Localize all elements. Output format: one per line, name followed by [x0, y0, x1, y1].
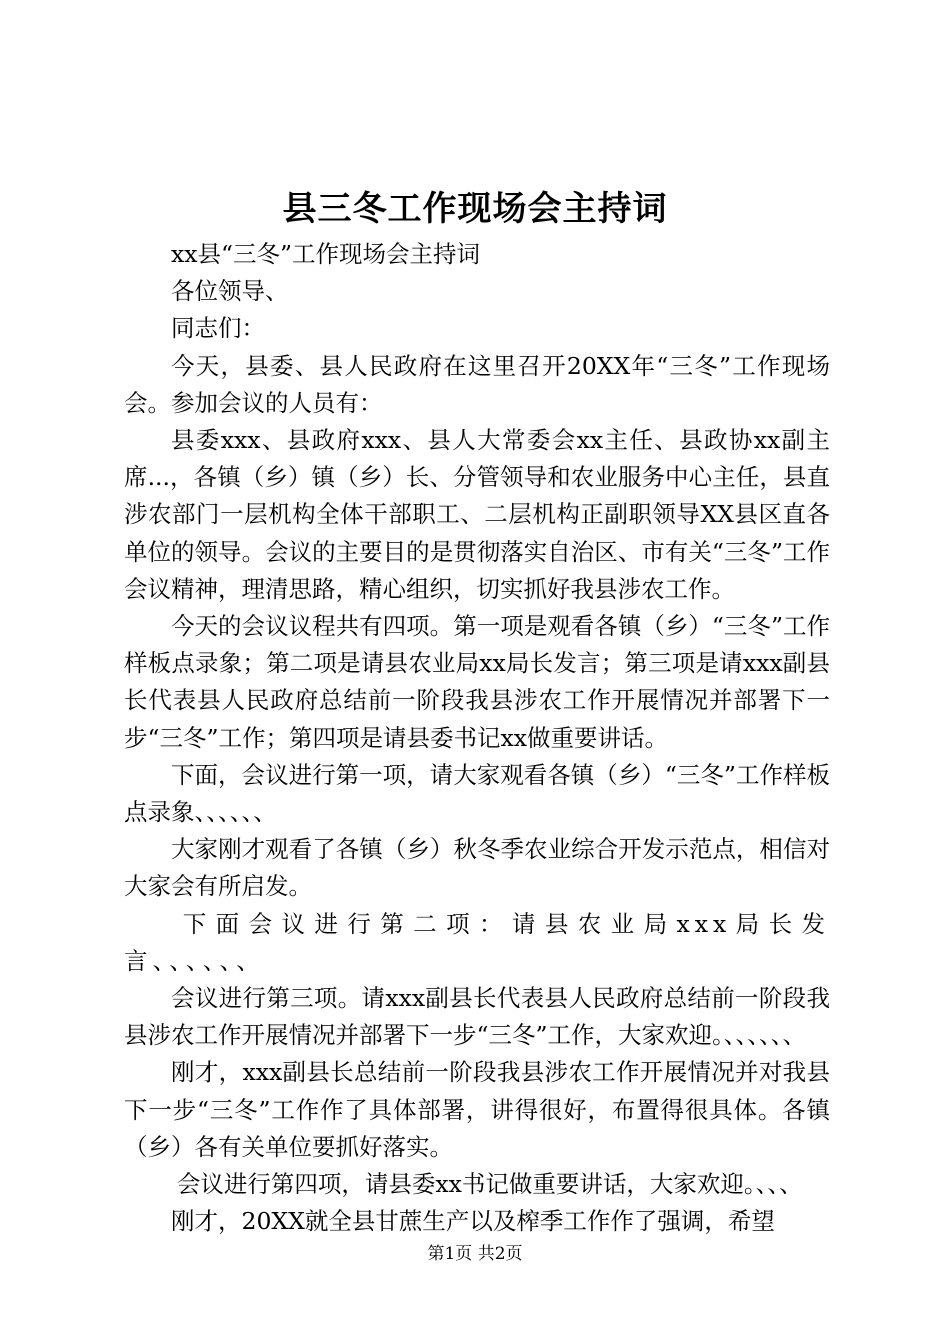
paragraph-salutation-comrades: 同志们：: [171, 314, 265, 343]
paragraph-salutation-leaders: 各位领导、: [171, 277, 289, 306]
paragraph-opening: 今天，县委、县人民政府在这里召开20XX年“三冬”工作现场会。参加会议的人员有：: [124, 351, 830, 417]
paragraph-item-four: 会议进行第四项，请县委xx书记做重要讲话，大家欢迎。、、、: [176, 1170, 803, 1199]
document-body: [124, 236, 830, 1240]
paragraph-agenda: 今天的会议议程共有四项。第一项是观看各镇（乡）“三冬”工作样板点录象；第二项是请县农业局xx局长发言；第三项是请xxx副县长代表县人民政府总结前一阶段我县涉农工作开展情况并部署下一步“三冬”工作；第四项是请县委书记xx做重要讲话。: [124, 612, 830, 752]
paragraph-item-two: 下面会议进行第二项：请县农业局xxx局长发言、、、、、、: [124, 909, 830, 975]
paragraph-item-one-comment: 大家刚才观看了各镇（乡）秋冬季农业综合开发示范点，相信对大家会有所启发。: [124, 835, 830, 901]
paragraph-item-three: 会议进行第三项。请xxx副县长代表县人民政府总结前一阶段我县涉农工作开展情况并部署下一步“三冬”工作，大家欢迎。、、、、、、: [124, 984, 830, 1050]
document-title: 县三冬工作现场会主持词: [282, 189, 668, 229]
paragraph-attendees: 县委xxx、县政府xxx、县人大常委会xx主任、县政协xx副主席...，各镇（乡）镇（乡）长、分管领导和农业服务中心主任，县直涉农部门一层机构全体干部职工、二层机构正副职领导XX县区直各单位的领导。会议的主要目的是贯彻落实自治区、市有关“三冬”工作会议精神，理清思路，精心组织，切实抓好我县涉农工作。: [124, 426, 830, 603]
paragraph-item-three-comment: 刚才，xxx副县长总结前一阶段我县涉农工作开展情况并对我县下一步“三冬”工作作了具体部署，讲得很好，布置得很具体。各镇（乡）各有关单位要抓好落实。: [124, 1058, 830, 1161]
page-footer: 第1页 共2页: [427, 1244, 523, 1264]
paragraph-item-one: 下面，会议进行第一项，请大家观看各镇（乡）“三冬”工作样板点录象、、、、、、: [124, 760, 830, 827]
paragraph-closing: 刚才，20XX就全县甘蔗生产以及榨季工作作了强调，希望: [171, 1207, 775, 1236]
paragraph-subtitle: xx县“三冬”工作现场会主持词: [171, 240, 481, 268]
